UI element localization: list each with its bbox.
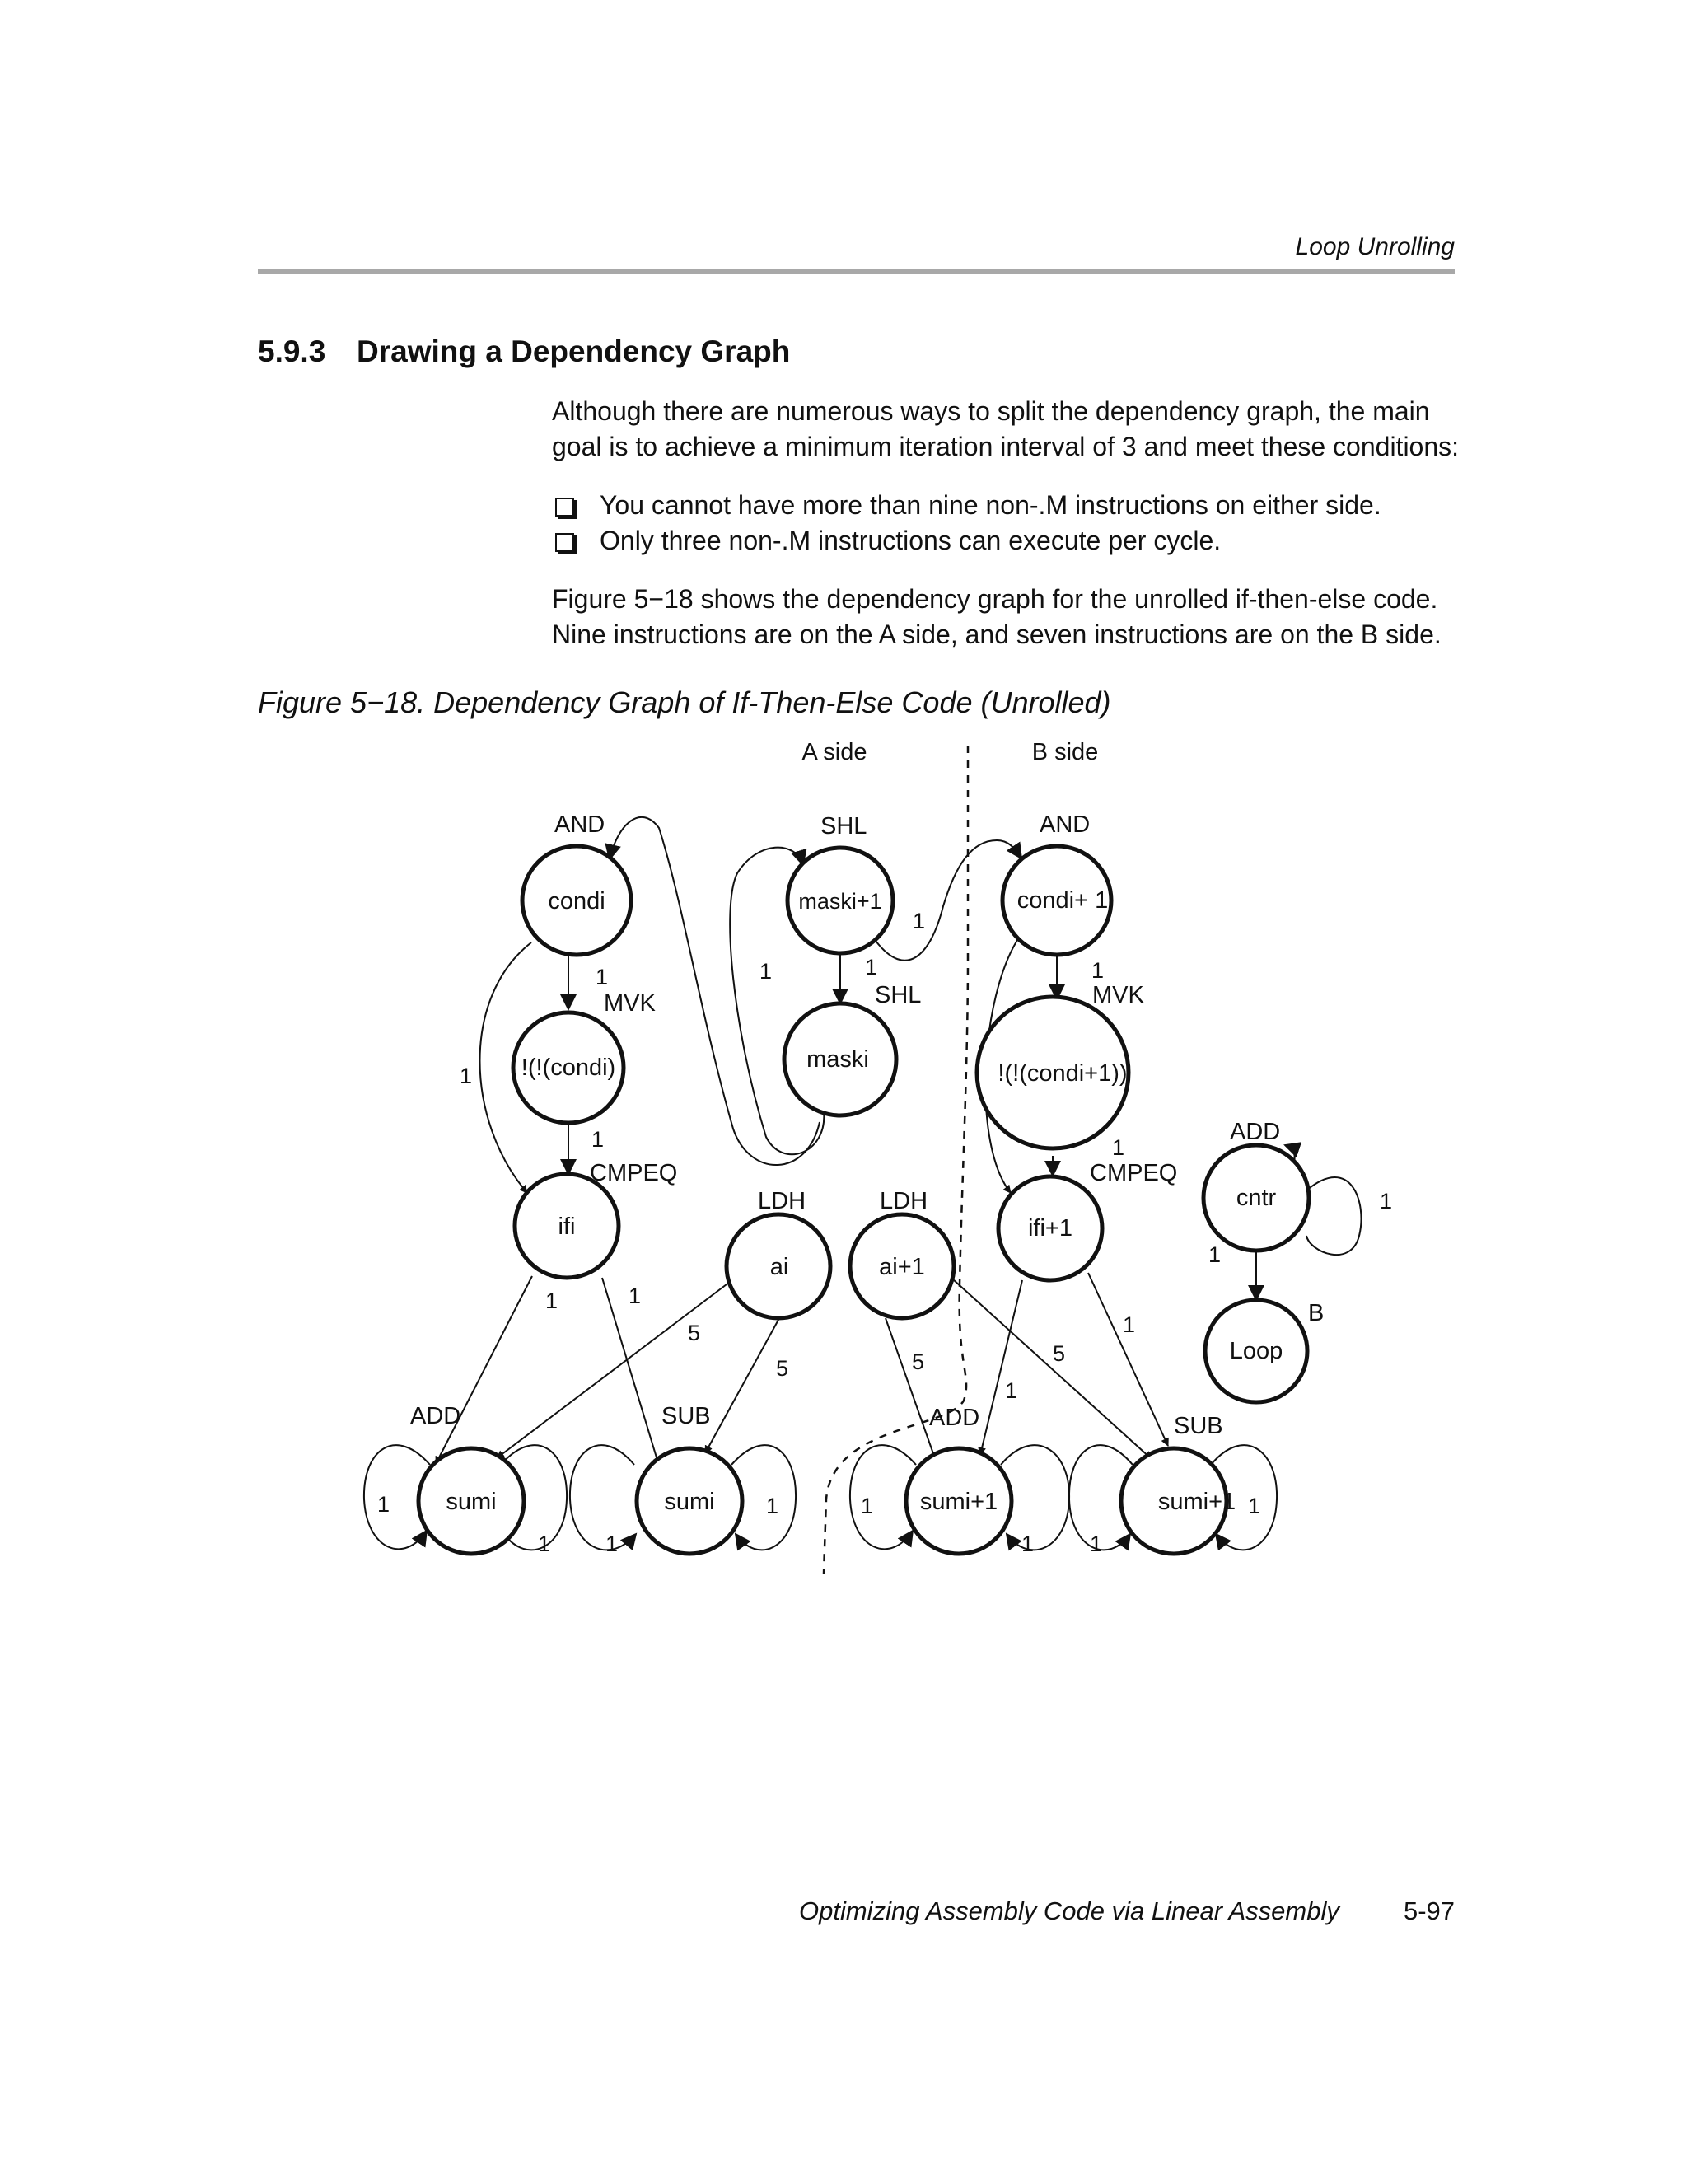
edge-ai-add bbox=[497, 1282, 730, 1458]
node-label: Loop bbox=[1229, 1338, 1283, 1364]
op-label: CMPEQ bbox=[590, 1160, 678, 1186]
latency-label: 5 bbox=[776, 1356, 789, 1381]
edge-ai1-add bbox=[886, 1318, 936, 1461]
loop-sumi-sub-left bbox=[570, 1445, 636, 1550]
list-item-text: You cannot have more than nine non-.M instructions on either side. bbox=[600, 490, 1381, 520]
edge-ai-sub bbox=[705, 1320, 778, 1453]
latency-label: 1 bbox=[629, 1284, 642, 1308]
node-label: sumi bbox=[664, 1489, 715, 1515]
node-label: !(!(condi) bbox=[521, 1055, 616, 1081]
node-label: sumi+1 bbox=[1157, 1489, 1236, 1515]
latency-label: 1 bbox=[545, 1288, 558, 1313]
op-label: MVK bbox=[1092, 982, 1144, 1008]
node-label: maski+1 bbox=[798, 889, 882, 914]
op-label: ADD bbox=[1230, 1119, 1281, 1145]
op-label: SHL bbox=[875, 982, 922, 1008]
node-label: ai bbox=[769, 1254, 789, 1280]
node-label: condi bbox=[548, 888, 605, 914]
b-side-label: B side bbox=[1031, 739, 1099, 765]
latency-label: 1 bbox=[591, 1127, 605, 1152]
latency-label: 1 bbox=[759, 959, 773, 984]
edge-ai1-sub bbox=[953, 1279, 1152, 1459]
node-label: sumi+1 bbox=[919, 1489, 998, 1515]
section-number: 5.9.3 bbox=[258, 334, 326, 368]
list-item-text: Only three non-.M instructions can execute per cycle. bbox=[600, 526, 1222, 555]
a-side-label: A side bbox=[801, 739, 867, 765]
node-label: cntr bbox=[1236, 1185, 1277, 1211]
figure-caption: Figure 5−18. Dependency Graph of If-Then-Else Code (Unrolled) bbox=[258, 685, 1111, 719]
latency-label: 1 bbox=[1091, 958, 1105, 983]
node-label: maski bbox=[806, 1046, 869, 1073]
latency-label: 1 bbox=[1021, 1532, 1035, 1556]
latency-label: 5 bbox=[1053, 1341, 1066, 1366]
latency-label: 1 bbox=[1208, 1242, 1222, 1267]
latency-label: 1 bbox=[377, 1492, 390, 1517]
latency-label: 1 bbox=[865, 955, 878, 980]
node-label: !(!(condi+1)) bbox=[998, 1060, 1128, 1087]
op-label: CMPEQ bbox=[1090, 1160, 1178, 1186]
footer-page-number: 5-97 bbox=[1403, 1896, 1455, 1925]
op-label: AND bbox=[1040, 811, 1091, 838]
op-label: B bbox=[1308, 1300, 1325, 1326]
latency-label: 1 bbox=[1090, 1532, 1103, 1556]
op-label: SUB bbox=[1174, 1413, 1223, 1439]
edge-maski1-condi1 bbox=[876, 840, 1021, 961]
op-label: SHL bbox=[820, 813, 867, 839]
op-label: ADD bbox=[410, 1403, 461, 1429]
latency-label: 1 bbox=[538, 1532, 551, 1556]
op-label: LDH bbox=[758, 1188, 806, 1214]
latency-label: 1 bbox=[913, 909, 926, 933]
footer-book-title: Optimizing Assembly Code via Linear Assembly bbox=[799, 1896, 1339, 1925]
op-label: MVK bbox=[604, 990, 656, 1017]
node-label: ifi bbox=[558, 1214, 576, 1240]
op-label: AND bbox=[554, 811, 605, 838]
latency-label: 1 bbox=[1005, 1378, 1018, 1403]
node-label: sumi bbox=[446, 1489, 497, 1515]
latency-label: 1 bbox=[1248, 1494, 1261, 1518]
latency-label: 1 bbox=[766, 1494, 779, 1518]
section-heading: Drawing a Dependency Graph bbox=[357, 334, 791, 368]
latency-label: 5 bbox=[688, 1321, 701, 1345]
edge-ifi1-add bbox=[980, 1280, 1022, 1455]
latency-label: 1 bbox=[1380, 1189, 1393, 1214]
figure-description: Figure 5−18 shows the dependency graph for the unrolled if-then-else code. Nine instructions are on the A side, and seven instructions are on the B side. bbox=[552, 584, 1442, 649]
op-label: LDH bbox=[880, 1188, 928, 1214]
edge-ifi-add bbox=[436, 1276, 532, 1464]
loop-cntr bbox=[1306, 1177, 1361, 1255]
latency-label: 1 bbox=[1123, 1312, 1136, 1337]
node-label: ai+1 bbox=[879, 1254, 925, 1280]
latency-label: 1 bbox=[1112, 1135, 1125, 1160]
op-label: ADD bbox=[929, 1405, 980, 1431]
latency-label: 1 bbox=[596, 965, 609, 989]
op-label: SUB bbox=[661, 1403, 711, 1429]
edge-ifi1-sub bbox=[1088, 1273, 1168, 1446]
running-head: Loop Unrolling bbox=[1295, 233, 1455, 260]
node-label: condi+ 1 bbox=[1016, 887, 1109, 914]
intro-paragraph: Although there are numerous ways to split the dependency graph, the main goal is to achieve a minimum iteration interval of 3 and meet these conditions: bbox=[552, 396, 1460, 461]
latency-label: 1 bbox=[861, 1494, 874, 1518]
node-label: ifi+1 bbox=[1027, 1215, 1073, 1242]
latency-label: 1 bbox=[460, 1064, 473, 1088]
latency-label: 1 bbox=[605, 1532, 619, 1556]
latency-label: 5 bbox=[912, 1349, 925, 1374]
